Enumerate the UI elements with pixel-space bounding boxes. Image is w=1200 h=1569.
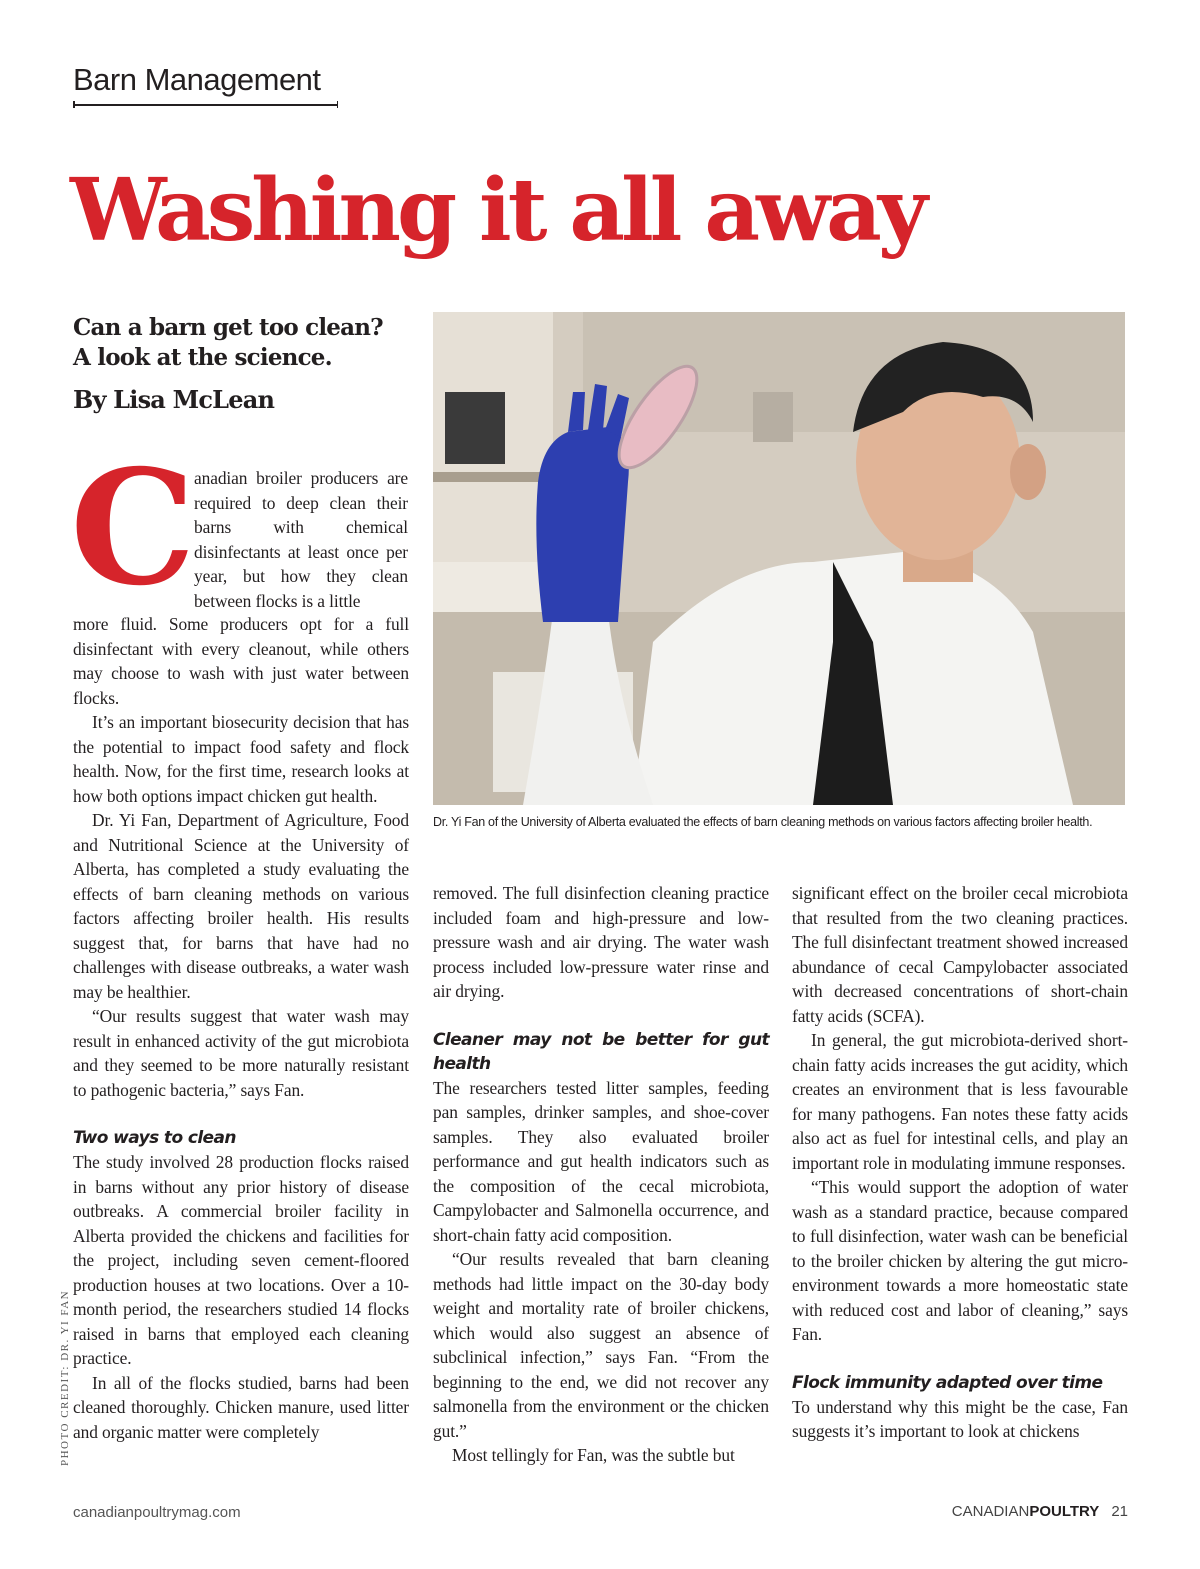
deck bbox=[73, 313, 423, 373]
masthead-bold: POULTRY bbox=[1029, 1503, 1100, 1520]
subhead: Two ways to clean bbox=[73, 1128, 236, 1148]
subhead: Cleaner may not be better for gut health bbox=[433, 1029, 769, 1074]
paragraph: Most tellingly for Fan, was the subtle but bbox=[452, 1445, 735, 1465]
paragraph: To understand why this might be the case, Fan suggests it’s important to look at chickens bbox=[792, 1396, 1128, 1441]
column-1-intro bbox=[194, 466, 408, 613]
section-label: Barn Management bbox=[73, 62, 321, 97]
footer-masthead bbox=[952, 1503, 1128, 1520]
paragraph: “This would support the adoption of water wash as a standard practice, because compared to full disinfection, water wash can be beneficial to the broiler chicken by altering the gut micro-environment towards a more homeostatic state with reduced cost and labor of cleaning,” says Fan. bbox=[792, 1177, 1128, 1344]
page-number: 21 bbox=[1111, 1503, 1128, 1520]
paragraph: It’s an important biosecurity decision that has the potential to impact food safety and flock health. Now, for the first time, research looks at how both options impact chicken gut health. bbox=[73, 712, 409, 806]
paragraph: anadian broiler producers are required to deep clean their barns with chemical disinfectants at least once per year, but how they clean between flocks is a little bbox=[194, 468, 408, 611]
paragraph: Dr. Yi Fan, Department of Agriculture, Food and Nutritional Science at the University of Alberta, has completed a study evaluating the effects of barn cleaning methods on various factors affecting broiler health. His results suggest that, for barns that have had no challenges with disease outbreaks, a water wash may be healthier. bbox=[73, 810, 409, 1002]
byline: By Lisa McLean bbox=[73, 385, 275, 414]
section-rule bbox=[73, 104, 338, 106]
paragraph: “Our results suggest that water wash may result in enhanced activity of the gut microbiota and they seemed to be more naturally resistant to pathogenic bacteria,” says Fan. bbox=[73, 1006, 409, 1100]
paragraph: The study involved 28 production flocks raised in barns without any prior history of disease outbreaks. A commercial broiler facility in Alberta provided the chickens and facilities for the project, including seven cement-floored production houses at two locations. Over a 10-month period, the researchers studied 14 flocks raised in barns that employed each cleaning practice. bbox=[73, 1152, 409, 1368]
lab-scene-illustration bbox=[433, 312, 1125, 805]
column-2 bbox=[433, 881, 769, 1468]
footer-url: canadianpoultrymag.com bbox=[73, 1504, 241, 1521]
paragraph: more fluid. Some producers opt for a full disinfectant with every cleanout, while others may choose to wash with just water between flocks. bbox=[73, 614, 409, 708]
column-3 bbox=[792, 881, 1128, 1444]
paragraph: The researchers tested litter samples, feeding pan samples, drinker samples, and shoe-cover samples. They also evaluated broiler performance and gut health indicators such as the composition of the cecal microbiota, Campylobacter and Salmonella occurrence, and short-chain fatty acid composition. bbox=[433, 1077, 769, 1245]
deck-line-2: A look at the science. bbox=[73, 344, 332, 371]
deck-line-1: Can a barn get too clean? bbox=[73, 314, 383, 341]
column-1 bbox=[73, 612, 409, 1444]
photo-credit: PHOTO CREDIT: DR. YI FAN bbox=[59, 1289, 71, 1466]
paragraph: removed. The full disinfection cleaning practice included foam and high-pressure and low-pressure wash and air drying. The water wash process included low-pressure water rinse and air drying. bbox=[433, 883, 769, 1001]
paragraph: In all of the flocks studied, barns had been cleaned thoroughly. Chicken manure, used litter and organic matter were completely bbox=[73, 1372, 409, 1442]
subhead: Flock immunity adapted over time bbox=[792, 1372, 1103, 1393]
paragraph: In general, the gut microbiota-derived short-chain fatty acids increases the gut acidity, which creates an environment that is less favourable for many pathogens. Fan notes these fatty acids also act as fuel for intestinal cells, and play an important role in modulating immune responses. bbox=[792, 1030, 1128, 1173]
paragraph: significant effect on the broiler cecal microbiota that resulted from the two cleaning practices. The full disinfectant treatment showed increased abundance of cecal Campylobacter associated with decreased concentrations of short-chain fatty acids (SCFA). bbox=[792, 883, 1128, 1026]
headline: Washing it all away bbox=[70, 160, 924, 261]
paragraph: “Our results revealed that barn cleaning methods had little impact on the 30-day body weight and mortality rate of broiler chickens, which would also suggest an absence of subclinical infection,” says Fan. “From the beginning to the end, we did not recover any salmonella from the environment or the chicken gut.” bbox=[433, 1249, 769, 1441]
photo-caption: Dr. Yi Fan of the University of Alberta evaluated the effects of barn cleaning methods on various factors affecting broiler health. bbox=[433, 815, 1093, 829]
drop-cap: C bbox=[70, 436, 196, 621]
article-photo bbox=[433, 312, 1125, 805]
masthead-light: CANADIAN bbox=[951, 1503, 1030, 1520]
